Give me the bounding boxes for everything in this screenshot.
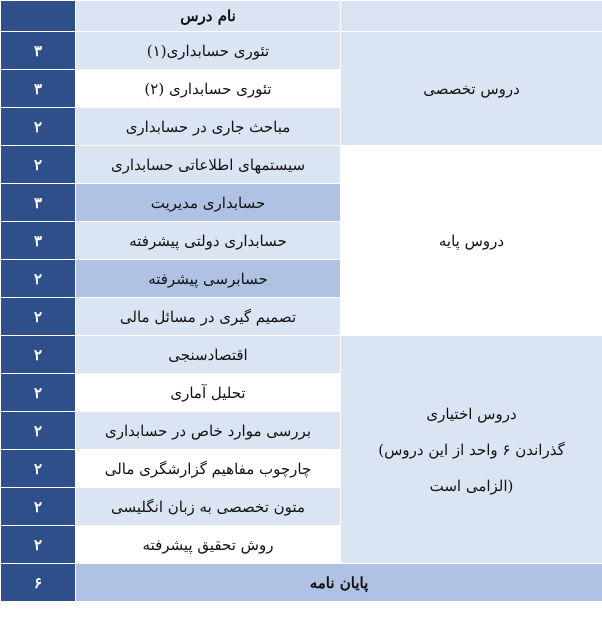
table-header-row bbox=[1, 1, 602, 32]
group-title-line: الزامی است) bbox=[429, 476, 514, 495]
header-units-cell bbox=[1, 1, 76, 32]
table-footer-row bbox=[1, 564, 602, 602]
course-name: حسابداری دولتی پیشرفته bbox=[76, 222, 341, 260]
units-cell: ۲ bbox=[1, 412, 76, 450]
course-name: تئوری حسابداری (۲) bbox=[76, 70, 341, 108]
footer-title: پایان نامه bbox=[76, 564, 602, 602]
group-title-line: دروس پایه bbox=[438, 231, 505, 250]
course-name: حسابداری مدیریت bbox=[76, 184, 341, 222]
course-name: مباحث جاری در حسابداری bbox=[76, 108, 341, 146]
group-title-line: دروس تخصصی bbox=[423, 79, 520, 98]
units-cell: ۲ bbox=[1, 336, 76, 374]
units-cell: ۲ bbox=[1, 450, 76, 488]
course-name: تصمیم گیری در مسائل مالی bbox=[76, 298, 341, 336]
course-name: سیستمهای اطلاعاتی حسابداری bbox=[76, 146, 341, 184]
group-core bbox=[341, 146, 602, 336]
units-cell: ۲ bbox=[1, 260, 76, 298]
units-cell: ۲ bbox=[1, 488, 76, 526]
units-cell: ۲ bbox=[1, 146, 76, 184]
group-title-line: دروس اختیاری bbox=[426, 404, 517, 423]
header-group-cell bbox=[341, 1, 602, 32]
table-row bbox=[1, 32, 602, 70]
table-row bbox=[1, 146, 602, 184]
course-name: متون تخصصی به زبان انگلیسی bbox=[76, 488, 341, 526]
table-row bbox=[1, 336, 602, 374]
course-name: چارچوب مفاهیم گزارشگری مالی bbox=[76, 450, 341, 488]
course-name: حسابرسی پیشرفته bbox=[76, 260, 341, 298]
group-specialized bbox=[341, 32, 602, 146]
course-name: بررسی موارد خاص در حسابداری bbox=[76, 412, 341, 450]
header-title: نام درس bbox=[76, 1, 341, 32]
units-cell: ۳ bbox=[1, 70, 76, 108]
units-cell: ۲ bbox=[1, 526, 76, 564]
course-name: روش تحقیق پیشرفته bbox=[76, 526, 341, 564]
course-name: اقتصادسنجی bbox=[76, 336, 341, 374]
units-cell: ۲ bbox=[1, 298, 76, 336]
units-cell: ۲ bbox=[1, 374, 76, 412]
group-title-line: (گذراندن ۶ واحد از این دروس bbox=[378, 440, 565, 459]
footer-units-cell: ۶ bbox=[1, 564, 76, 602]
units-cell: ۳ bbox=[1, 184, 76, 222]
course-name: تحلیل آماری bbox=[76, 374, 341, 412]
course-name: تئوری حسابداری(۱) bbox=[76, 32, 341, 70]
group-elective bbox=[341, 336, 602, 564]
units-cell: ۲ bbox=[1, 108, 76, 146]
units-cell: ۳ bbox=[1, 222, 76, 260]
units-cell: ۳ bbox=[1, 32, 76, 70]
